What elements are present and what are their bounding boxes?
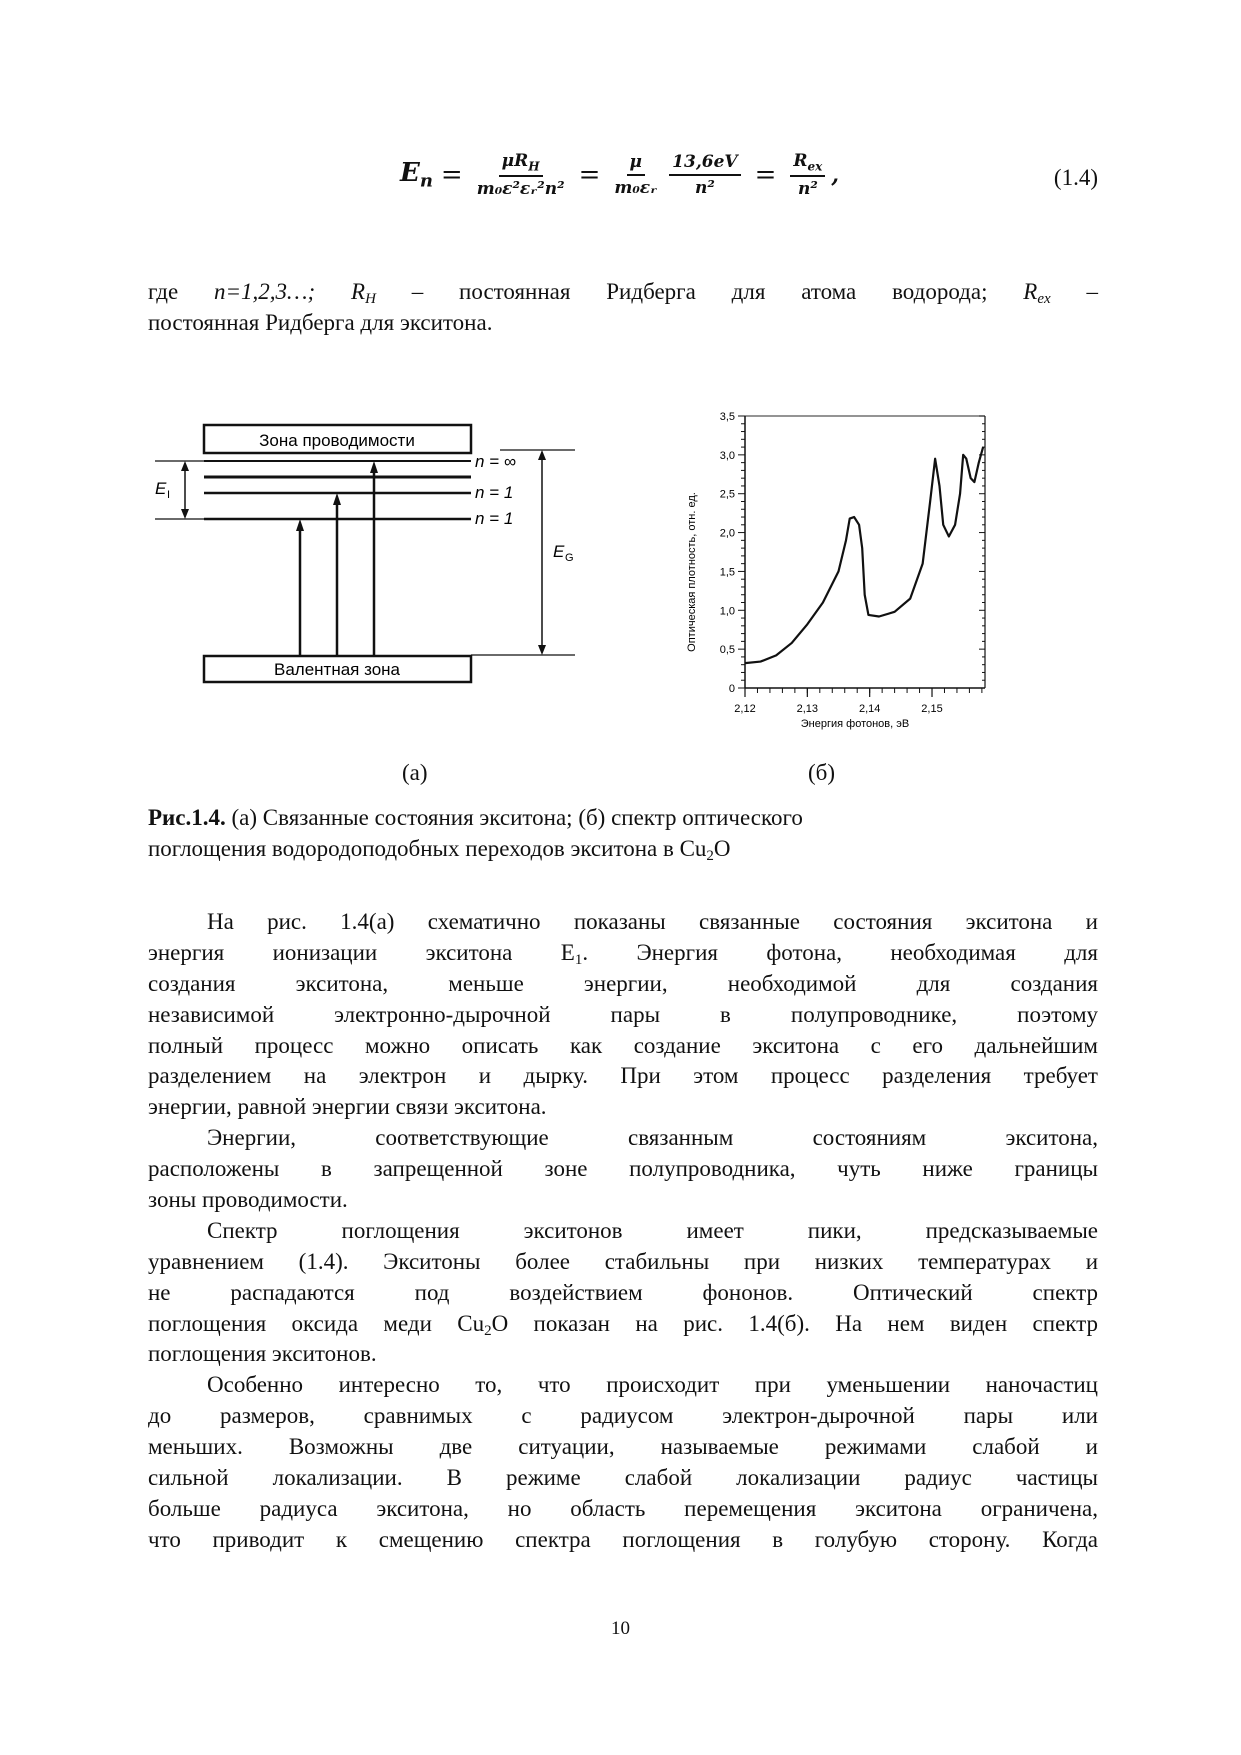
equation-1-4: $E_n$ = $\frac{\mu R_H}{\text{m₀ε²εᵣ²n²}}$ = $\frac{\mu}{\text{m₀εᵣ}}$ $\frac{13,6eV}{\text{n²}}$ = $\frac{R_{ex}}{\text{n²}}$ ,	[400, 150, 839, 200]
label-n1a: n = 1	[475, 483, 514, 502]
p4-line: больше радиуса экситона, но область перемещения экситона ограничена,	[148, 1495, 1098, 1521]
figure-a-energy-diagram	[150, 410, 580, 700]
body-text	[148, 907, 1098, 1556]
page-number: 10	[611, 1618, 630, 1639]
p4-line: сильной локализации. В режиме слабой локализации радиус частицы	[148, 1465, 1098, 1491]
p2-line: Энергии, соответствующие связанным состояниям экситона,	[207, 1125, 1098, 1151]
p3-line: уравнением (1.4). Экситоны более стабильны при низких температурах и	[148, 1248, 1098, 1274]
x-tick-label: 2,12	[734, 703, 756, 715]
p1-line: создания экситона, меньше энергии, необходимой для создания	[148, 970, 1098, 996]
y-tick-label: 3,0	[719, 449, 735, 462]
y-tick-label: 3,5	[719, 411, 735, 423]
svg-text:G: G	[565, 552, 574, 564]
fraction-2: $\frac{\mu}{\text{m₀εᵣ}}$	[614, 152, 658, 198]
p2-line: зоны проводимости.	[148, 1187, 348, 1213]
fraction-3: $\frac{13,6eV}{\text{n²}}$	[669, 152, 740, 198]
x-tick-label: 2,15	[921, 703, 943, 715]
y-tick-label: 2,0	[719, 527, 735, 540]
valence-band-label: Валентная зона	[273, 660, 401, 679]
p3-line: поглощения оксида меди $Cu_2O$ показан на рис. 1.4(б). На нем виден спектр	[148, 1310, 1098, 1339]
y-tick-label: 1,0	[719, 605, 735, 618]
p1-line: энергия ионизации экситона $E_1$. Энергия фотона, необходимая для	[148, 939, 1098, 968]
where-paragraph	[148, 277, 1098, 339]
p4-line: что приводит к смещению спектра поглощения в голубую сторону. Когда	[148, 1526, 1098, 1552]
fraction-4: $\frac{R_{ex}}{\text{n²}}$	[790, 151, 825, 199]
p1-line: энергии, равной энергии связи экситона.	[148, 1094, 547, 1120]
label-n1b: n = 1	[475, 509, 514, 528]
p3-line: поглощения экситонов.	[148, 1341, 377, 1367]
p4-line: меньших. Возможны две ситуации, называемые режимами слабой и	[148, 1434, 1098, 1460]
p4-line: до размеров, сравнимых с радиусом электрон-дырочной пары или	[148, 1403, 1098, 1429]
y-tick-label: 0,5	[719, 644, 735, 657]
svg-text:I: I	[167, 489, 171, 501]
x-axis-label: Энергия фотонов, эВ	[800, 718, 910, 730]
y-tick-label: 2,5	[719, 488, 735, 501]
figure-caption: Рис.1.4. (а) Связанные состояния экситона; (б) спектр оптического поглощения водородоподобных переходов экситона в $Cu_2O$	[148, 805, 803, 864]
p1-line: независимой электронно-дырочной пары в полупроводнике, поэтому	[148, 1001, 1098, 1027]
caption-b: (б)	[808, 760, 836, 785]
eg-label: E	[553, 542, 565, 561]
where-line-1: где n=1,2,3…; $R_H$ – постоянная Ридберга для атома водорода; $R_{ex}$ –	[148, 279, 1099, 307]
caption-a: (а)	[402, 760, 428, 785]
conduction-band-label: Зона проводимости	[259, 431, 415, 450]
where-line-2: постоянная Ридберга для экситона.	[148, 309, 493, 335]
y-tick-label: 1,5	[719, 566, 735, 579]
ei-label: E	[155, 479, 167, 498]
p3-line: Спектр поглощения экситонов имеет пики, предсказываемые	[207, 1217, 1098, 1243]
absorption-curve	[745, 447, 983, 663]
x-tick-label: 2,13	[796, 703, 819, 715]
figure-b-absorption-chart	[680, 400, 1000, 740]
equation-number: (1.4)	[1053, 165, 1098, 190]
p3-line: не распадаются под воздействием фононов. Оптический спектр	[148, 1279, 1098, 1305]
label-n-inf: n = ∞	[475, 452, 516, 471]
p1-line: На рис. 1.4(а) схематично показаны связанные состояния экситона и	[207, 909, 1098, 934]
p1-line: разделением на электрон и дырку. При этом процесс разделения требует	[148, 1063, 1098, 1089]
y-axis-label: Оптическая плотность, отн. ед.	[686, 492, 698, 652]
p2-line: расположены в запрещенной зоне полупроводника, чуть ниже границы	[148, 1156, 1098, 1182]
p4-line: Особенно интересно то, что происходит при уменьшении наночастиц	[207, 1372, 1098, 1398]
y-tick-label: 0	[728, 683, 735, 695]
p1-line: полный процесс можно описать как создание экситона с его дальнейшим	[148, 1032, 1098, 1058]
eq-lhs: $E_n$	[400, 158, 433, 192]
fraction-1: $\frac{\mu R_H}{\text{m₀ε²εᵣ²n²}}$	[476, 150, 565, 200]
x-tick-label: 2,14	[858, 703, 881, 715]
